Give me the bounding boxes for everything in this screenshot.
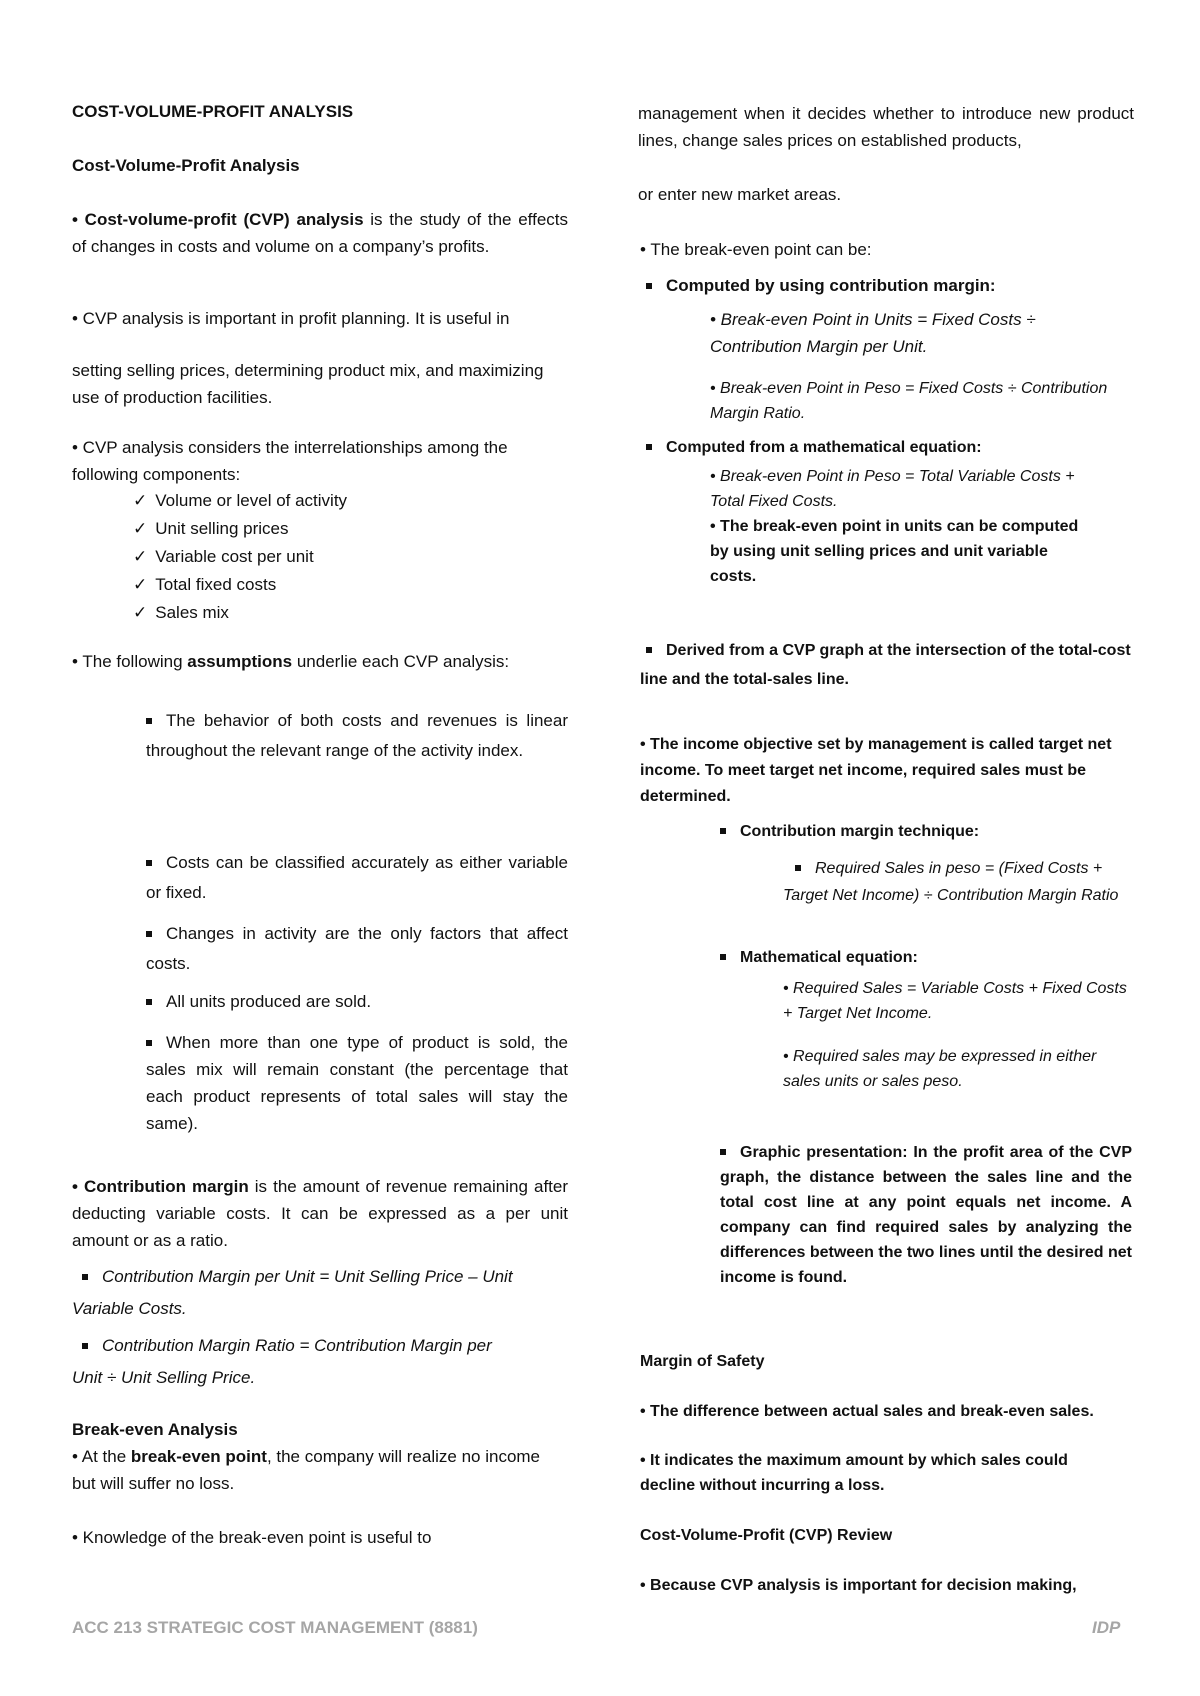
bullet-square-icon (146, 1040, 152, 1046)
bullet-square-icon (720, 954, 726, 960)
paragraph-cvp-definition (72, 206, 568, 260)
paragraph-assumptions: • The following assumptions underlie each CVP analysis: (72, 652, 510, 671)
list-item: ✓ Sales mix (133, 603, 229, 622)
assumption-item: Changes in activity are the only factors that affect costs. (146, 924, 568, 973)
section-heading-cvp: Cost-Volume-Profit Analysis (72, 156, 300, 175)
subheading-cm-technique: Contribution margin technique: (720, 818, 1130, 845)
bullet-square-icon (82, 1343, 88, 1349)
assumption-item: Costs can be classified accurately as either variable or fixed. (146, 853, 568, 902)
section-heading-cvp-review: Cost-Volume-Profit (CVP) Review (640, 1527, 893, 1544)
document-title: COST-VOLUME-PROFIT ANALYSIS (72, 102, 354, 121)
paragraph-components: • CVP analysis considers the interrelationships among the following components: (72, 438, 508, 484)
paragraph-break-even-point: • At the break-even point, the company will realize no income but will suffer no loss. (72, 1447, 541, 1493)
bullet-square-icon (646, 647, 652, 653)
check-icon: ✓ (133, 547, 148, 566)
list-item: ✓ Volume or level of activity (133, 491, 348, 510)
list-item: ✓ Unit selling prices (133, 519, 289, 538)
bullet-square-icon (146, 931, 152, 937)
subheading-mathematical-equation: Computed from a mathematical equation: (646, 434, 1126, 461)
note-required-sales: • Required sales may be expressed in either sales units or sales peso. (783, 1048, 1097, 1090)
paragraph-cvp-review: • Because CVP analysis is important for decision making, (640, 1577, 1077, 1594)
bullet-square-icon (146, 718, 152, 724)
paragraph-target-net-income: • The income objective set by management is called target net income. To meet target net income, required sales must be determined. (640, 736, 1112, 805)
assumption-item: The behavior of both costs and revenues is linear throughout the relevant range of the activity index. (146, 711, 568, 760)
paragraph-contribution-margin: • Contribution margin is the amount of revenue remaining after deducting variable costs. It can be expressed as a per unit amount or as a ratio. (72, 1177, 569, 1250)
paragraph-cvp-graph: Derived from a CVP graph at the intersection of the total-cost line and the total-sales line. (640, 642, 1131, 688)
bullet-square-icon (82, 1274, 88, 1280)
assumption-item: All units produced are sold. (146, 987, 568, 1017)
subheading-contribution-margin: Computed by using contribution margin: (646, 272, 1126, 299)
formula-cm-per-unit: Contribution Margin per Unit = Unit Selling Price – Unit Variable Costs. (72, 1267, 513, 1318)
term-cvp-analysis: • Cost-volume-profit (CVP) analysis (72, 210, 364, 229)
paragraph-graphic-presentation: Graphic presentation: In the profit area of the CVP graph, the distance between the sales line and the total cost line at any point equals net income. A company can find required sales by analyzing the differences between the two lines until the desired net income is found. (720, 1144, 1132, 1286)
paragraph-profit-planning-cont: setting selling prices, determining product mix, and maximizing use of production facilities. (72, 361, 544, 407)
paragraph-management-cont-2: or enter new market areas. (638, 185, 842, 204)
section-heading-break-even: Break-even Analysis (72, 1420, 238, 1439)
paragraph-mos-definition: • The difference between actual sales and break-even sales. (640, 1403, 1094, 1420)
section-heading-margin-of-safety: Margin of Safety (640, 1353, 765, 1370)
bullet-square-icon (720, 828, 726, 834)
bullet-square-icon (646, 283, 652, 289)
footer-initials: IDP (1092, 1618, 1121, 1637)
paragraph-mos-indication: • It indicates the maximum amount by which sales could decline without incurring a loss. (640, 1452, 1068, 1494)
check-icon: ✓ (133, 603, 148, 622)
check-icon: ✓ (133, 575, 148, 594)
formula-be-peso: • Break-even Point in Peso = Fixed Costs ÷ Contribution Margin Ratio. (710, 380, 1108, 422)
formula-be-units: • Break-even Point in Units = Fixed Costs ÷ Contribution Margin per Unit. (710, 310, 1036, 356)
subheading-mathematical-equation-2: Mathematical equation: (720, 944, 1130, 971)
check-icon: ✓ (133, 519, 148, 538)
paragraph-profit-planning: • CVP analysis is important in profit planning. It is useful in (72, 309, 510, 328)
bullet-square-icon (720, 1149, 726, 1155)
bullet-square-icon (146, 860, 152, 866)
note-be-units: • The break-even point in units can be computed by using unit selling prices and unit variable costs. (710, 518, 1079, 585)
bullet-square-icon (795, 865, 801, 871)
definition-text: is the study of the effects of changes in costs and volume on a company’s profits. (72, 210, 568, 256)
formula-cm-ratio: Contribution Margin Ratio = Contribution Margin per Unit ÷ Unit Selling Price. (72, 1336, 492, 1387)
paragraph-break-even-knowledge: • Knowledge of the break-even point is useful to (72, 1528, 432, 1547)
bullet-square-icon (646, 444, 652, 450)
formula-required-sales-peso: Required Sales in peso = (Fixed Costs + Target Net Income) ÷ Contribution Margin Ratio (783, 860, 1119, 904)
footer-course-title: ACC 213 STRATEGIC COST MANAGEMENT (8881) (72, 1618, 478, 1637)
formula-be-peso-equation: • Break-even Point in Peso = Total Variable Costs + Total Fixed Costs. (710, 468, 1075, 510)
bullet-square-icon (146, 999, 152, 1005)
components-list (133, 487, 553, 627)
check-icon: ✓ (133, 491, 148, 510)
list-item: ✓ Total fixed costs (133, 575, 277, 594)
paragraph-break-even-can-be: • The break-even point can be: (640, 240, 872, 259)
assumption-item: When more than one type of product is sold, the sales mix will remain constant (the percentage that each product represents of total sales will stay the same). (146, 1033, 568, 1133)
paragraph-management-cont: management when it decides whether to introduce new product lines, change sales prices on established products, (638, 104, 1134, 150)
formula-required-sales: • Required Sales = Variable Costs + Fixed Costs + Target Net Income. (783, 980, 1127, 1022)
list-item: ✓ Variable cost per unit (133, 547, 314, 566)
